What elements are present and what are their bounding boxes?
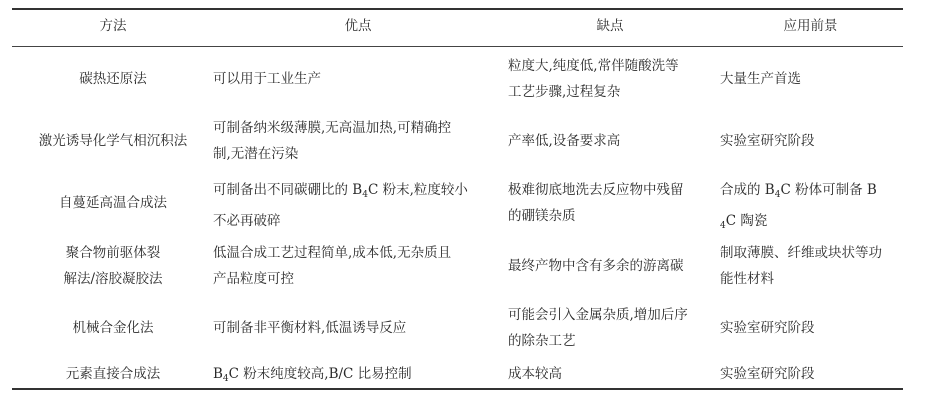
table-row-4-pros: 低温合成工艺过程简单,成本低,无杂质且 产品粒度可控 xyxy=(213,245,452,287)
table-row-2-pros: 可制备纳米级薄膜,无高温加热,可精确控 制,无潜在污染 xyxy=(213,120,452,162)
table-row-4-cons: 最终产物中含有多余的游离碳 xyxy=(508,258,684,274)
header-pros: 优点 xyxy=(344,18,372,34)
table-row-5-application: 实验室研究阶段 xyxy=(720,320,815,336)
table-row-1-pros: 可以用于工业生产 xyxy=(213,71,321,87)
table-row-1-method: 碳热还原法 xyxy=(79,71,147,87)
header-cons: 缺点 xyxy=(596,18,624,34)
table-top-rule xyxy=(12,8,903,10)
table-header-rule xyxy=(12,46,903,47)
header-application: 应用前景 xyxy=(783,18,838,34)
table-row-1-cons: 粒度大,纯度低,常伴随酸洗等 工艺步骤,过程复杂 xyxy=(508,58,679,100)
table-row-3-method: 自蔓延高温合成法 xyxy=(59,195,167,211)
table-row-4-method: 聚合物前驱体裂 解法/溶胶凝胶法 xyxy=(63,245,163,287)
table-row-3-cons: 极难彻底地洗去反应物中残留 的硼镁杂质 xyxy=(508,182,684,224)
table-row-2-application: 实验室研究阶段 xyxy=(720,133,815,149)
table-row-6-application: 实验室研究阶段 xyxy=(720,366,815,382)
table-row-5-pros: 可制备非平衡材料,低温诱导反应 xyxy=(213,320,407,336)
table-row-4-application: 制取薄膜、纤维或块状等功 能性材料 xyxy=(720,245,882,287)
table-row-6-method: 元素直接合成法 xyxy=(65,366,161,382)
table-row-6-cons: 成本较高 xyxy=(508,366,562,382)
table-row-2-method: 激光诱导化学气相沉积法 xyxy=(38,133,188,149)
table-row-5-cons: 可能会引入金属杂质,增加后序 的除杂工艺 xyxy=(508,307,688,349)
table-row-6-pros: $B_4C$ 粉末纯度较高,B/C 比易控制 xyxy=(213,366,412,384)
header-method: 方法 xyxy=(99,18,127,34)
table-row-1-application: 大量生产首选 xyxy=(720,71,801,87)
table-row-5-method: 机械合金化法 xyxy=(72,320,154,336)
table-row-2-cons: 产率低,设备要求高 xyxy=(508,133,621,149)
table-row-3-pros: 可制备出不同碳硼比的 $B_4C$ 粉末,粒度较小 不必再破碎 xyxy=(213,182,468,229)
table-row-3-application: 合成的 $B_4C$ 粉体可制备 B $_4$C 陶瓷 xyxy=(720,182,877,231)
